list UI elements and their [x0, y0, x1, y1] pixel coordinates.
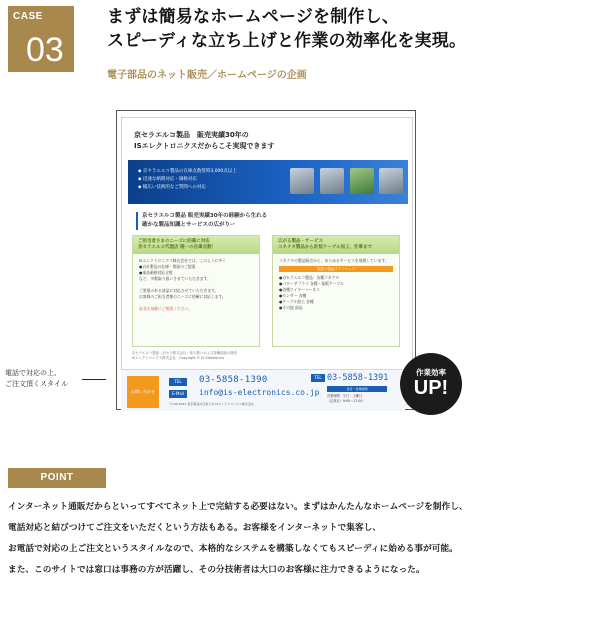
- mock-left-column-head: ご担当者さまのニーズに的確に対応 京セラエルコ代理店 随一の在庫点数！: [133, 236, 259, 254]
- phone-callout: 電話で対応の上、 ご注文頂くスタイル: [5, 369, 68, 388]
- case-label: CASE: [13, 11, 43, 22]
- point-label: POINT: [8, 468, 106, 488]
- efficiency-up-badge: [400, 353, 462, 415]
- contact-email: info@is-electronics.co.jp: [199, 388, 320, 397]
- website-mockup: [121, 117, 413, 405]
- product-image: [290, 168, 314, 194]
- point-line: お電話で対応の上ご注文というスタイルなので、本格的なシステムを構築しなくてもスピーディに始める事が可能。: [8, 544, 458, 554]
- badge-line-2: UP!: [413, 377, 449, 399]
- contact-phone: 03-5858-1390: [199, 375, 268, 385]
- mock-footer-text: 京セラエルコ製品（京セラ株式会社）取り扱いおよび各種部品の販売 ISエレクトロニクス株式会社 Copyright © IS-Electronics: [132, 351, 238, 361]
- case-badge: [8, 6, 74, 72]
- mock-right-column-body: コネクタの製品販売から、あらゆるサービスを展開しています。 取扱い製品ラインナップ ●京セラエルコ製品：各種コネクタ ●パワーサプライ 各種・基板ケーブル ●各種ワイヤーハーネス ●センサー 各種 ●ケーブル加工 各種 ●その他 部品: [273, 254, 399, 315]
- tel-tag: TEL: [169, 378, 187, 386]
- product-image: [350, 168, 374, 194]
- hours-label: 受付・営業時間: [327, 386, 387, 392]
- mock-section-title: 京セラエルコ製品 販売実績30年の経験から生れる 確かな製品知識とサービスの広がりー: [136, 212, 267, 230]
- product-image: [320, 168, 344, 194]
- lineup-bar: 取扱い製品ラインナップ: [279, 266, 393, 272]
- hero-point: ◆ 迅速な納期対応・価格対応: [138, 177, 197, 182]
- point-line: 電話対応と結びつけてご注文をいただくという方法もある。お客様をインターネットで集客し、: [8, 523, 382, 533]
- business-hours: 営業時間 平日・土曜日 （定休日）9:00〜17:00: [327, 394, 363, 403]
- contact-tile: お問い合わせ: [127, 376, 159, 408]
- contact-phone-2: 03-5858-1391: [327, 373, 389, 383]
- mock-hero-banner: [128, 160, 408, 204]
- mock-site-header: [134, 130, 274, 152]
- hero-point: ◆ 京セラエルコ製品の在庫点数常時3,000点以上: [138, 169, 237, 174]
- contact-address: 〒140-0011 東京都品川区東大井 ISエレクトロニクス株式会社: [169, 402, 255, 406]
- page-headline: [107, 5, 466, 53]
- point-line: また、このサイトでは窓口は事務の方が活躍し、その分技術者は大口のお客様に注力できるようになった。: [8, 565, 425, 575]
- mock-right-column: [272, 235, 400, 347]
- point-body: [8, 497, 468, 581]
- badge-line-1: 作業効率: [416, 368, 446, 377]
- mock-left-column-body: ISエレクトロニクス株式会社では、このように多く ●自社製品の在庫・開発のご提案 ●部品価格対応全般 など、多数取り扱いさせていただきます。 ご要望のある部品に対応させていただきます。 お客様のご担当者様のニーズに的確に対応します。 是非お気軽にご相談ください。: [139, 258, 226, 311]
- page-subtitle: 電子部品のネット販売／ホームページの企画: [107, 70, 307, 81]
- mock-hero-points: [138, 168, 237, 192]
- hero-point: ◆ 幅広い技術的なご質問への対応: [138, 185, 206, 190]
- mock-contact-bar: [121, 369, 405, 411]
- product-image: [379, 168, 403, 194]
- mock-right-column-head: 広がる製品・サービス コネクタ製品から計装ケーブル加工、仕事まで: [273, 236, 399, 254]
- mail-tag: E-Mail: [169, 390, 187, 398]
- tel2-tag: TEL: [311, 374, 325, 382]
- callout-leader-line: [82, 379, 106, 380]
- headline-line-1: まずは簡易なホームページを制作し、: [107, 7, 400, 27]
- point-line: インターネット通販だからといってすべてネット上で完結する必要はない。まずはかんたんなホームページを制作し、: [8, 502, 468, 512]
- mock-header-line-2: ISエレクトロニクスだからこそ実現できます: [134, 142, 275, 150]
- headline-line-2: スピーディな立ち上げと作業の効率化を実現。: [107, 31, 467, 51]
- mock-header-line-1: 京セラエルコ製品 販売実績30年の: [134, 131, 249, 139]
- mock-left-column: [132, 235, 260, 347]
- website-mockup-frame: [116, 110, 416, 410]
- case-number: 03: [26, 31, 64, 69]
